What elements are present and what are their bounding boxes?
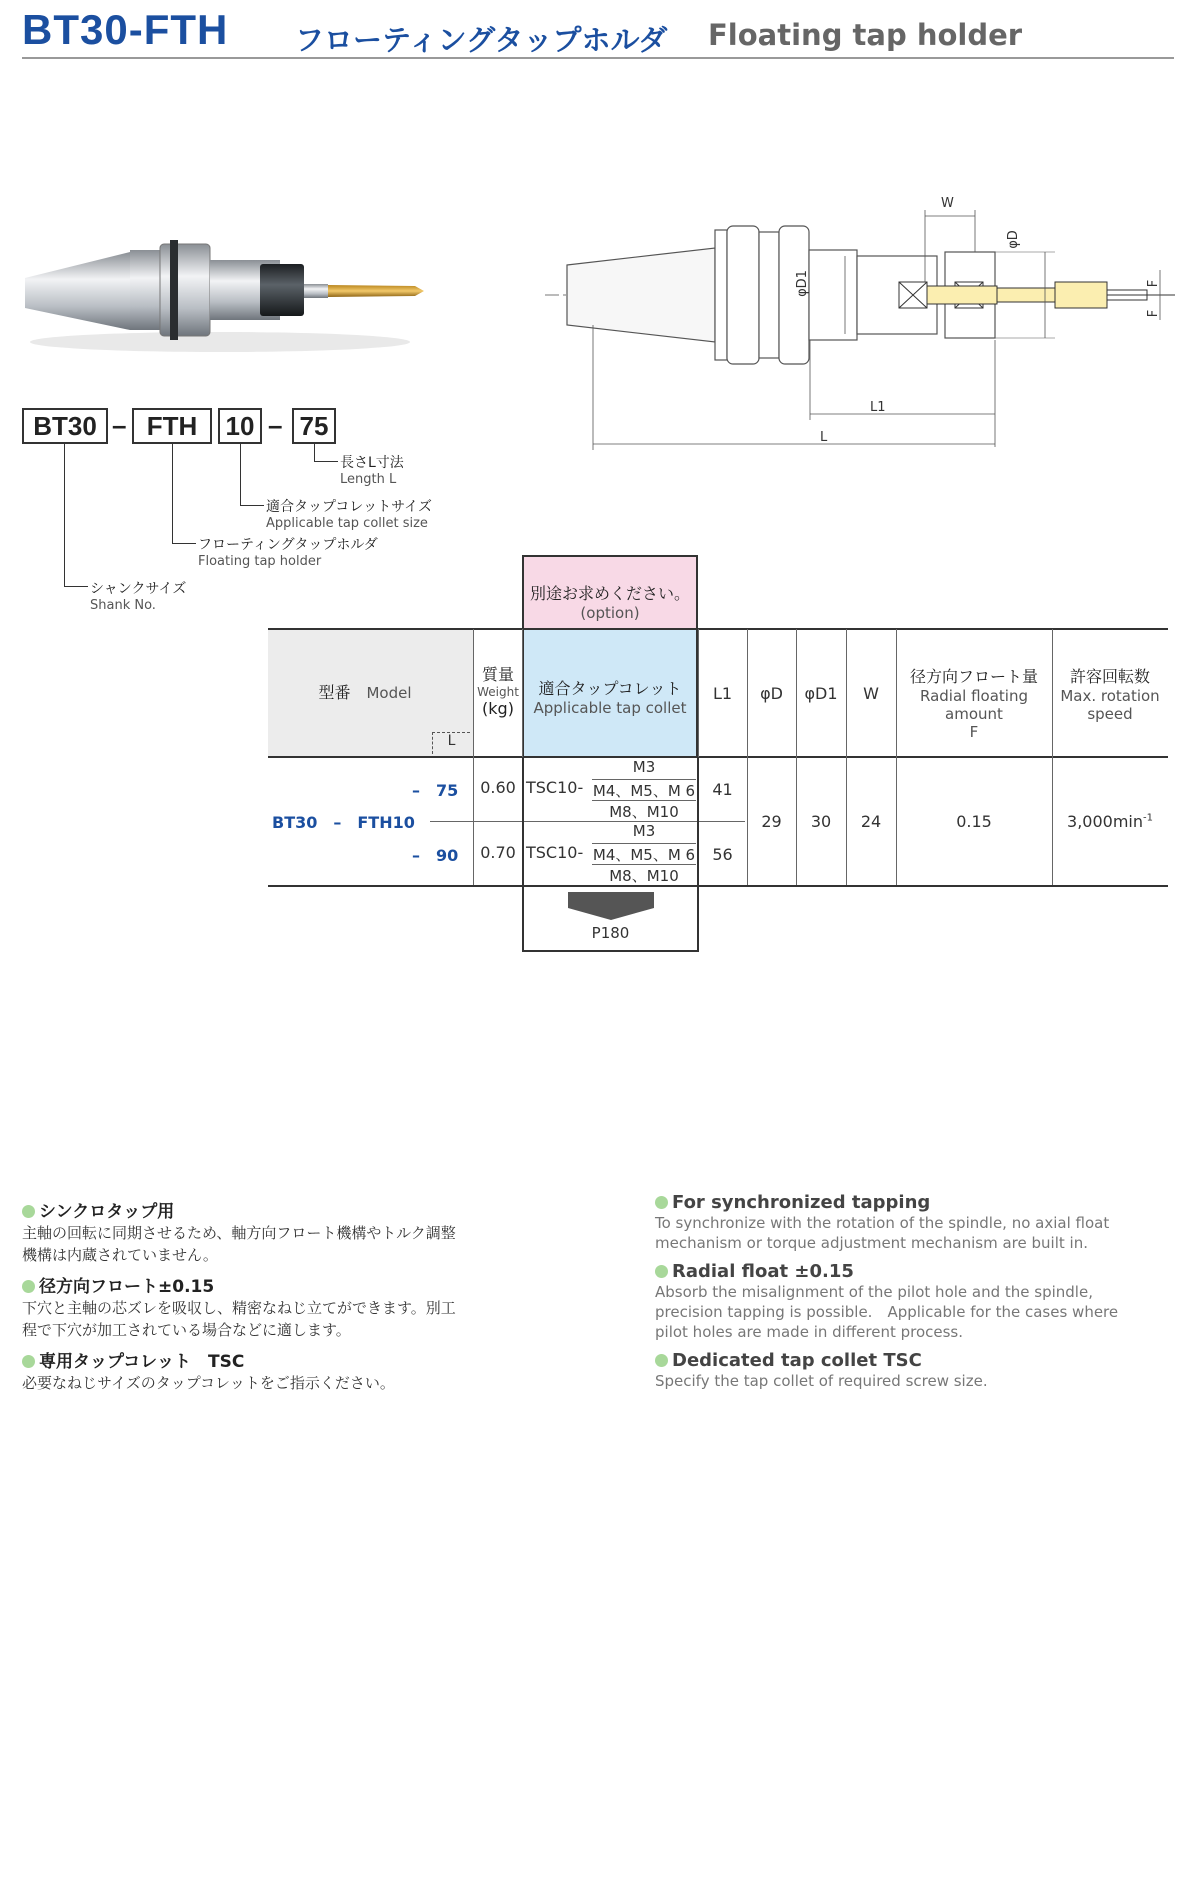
dim-f-bottom: F [1146, 309, 1162, 318]
legend-collet-size: 適合タップコレットサイズ Applicable tap collet size [266, 499, 433, 531]
row1-size-b: M4、M5、M 6 [592, 779, 696, 801]
row2-collet: TSC10- [526, 843, 584, 862]
feature-en-3-title: Dedicated tap collet TSC [655, 1350, 1175, 1371]
row2-size-a: M3 [632, 822, 656, 840]
shared-w: 24 [860, 812, 882, 831]
dim-phi-d1: φD1 [794, 270, 810, 297]
dim-l: L [820, 430, 828, 445]
shared-d1: 30 [810, 812, 832, 831]
row2-weight: 0.70 [480, 843, 516, 862]
feature-jp-1-title: シンクロタップ用 [22, 1197, 562, 1222]
code-part-type: FTH [132, 408, 212, 444]
code-part-size: 10 [218, 408, 262, 444]
legend-shank: シャンクサイズ Shank No. [90, 581, 187, 613]
row2-size-b: M4、M5、M 6 [592, 843, 696, 865]
header-collet: 適合タップコレット Applicable tap collet [533, 679, 687, 717]
row1-size-c: M8、M10 [592, 800, 696, 822]
title-english: Floating tap holder [708, 18, 1023, 52]
technical-drawing [545, 190, 1185, 480]
code-part-shank: BT30 [22, 408, 108, 444]
header-speed: 許容回転数 Max. rotation speed [1060, 667, 1160, 723]
header-w: W [863, 684, 879, 703]
bullet-icon [22, 1205, 35, 1218]
page-title: BT30-FTH [22, 6, 229, 53]
features-japanese: シンクロタップ用 主軸の回転に同期させるため、軸方向フロート機構やトルク調整 機構は内蔵されていません。 径方向フロート±0.15 下穴と主軸の芯ズレを吸収し、精密なねじ立てができます。別工 程で下穴が加工されている場合などに適します。 専用タップコレット TSC 必要なねじサイズのタップコレットをご指示ください。 [22, 1197, 562, 1394]
header-weight: 質量 Weight (kg) [477, 665, 519, 718]
row2-l1: 56 [712, 845, 733, 864]
arrow-down-icon [524, 890, 697, 924]
header-d1: φD1 [804, 684, 838, 703]
shared-float: 0.15 [956, 812, 992, 831]
dim-l1: L1 [870, 400, 886, 415]
bullet-icon [655, 1265, 668, 1278]
row1-l: – 75 [412, 781, 459, 800]
shared-d: 29 [761, 812, 782, 831]
model-prefix: BT30 – FTH10 [272, 813, 415, 832]
page-ref-label: P180 [591, 924, 630, 942]
option-box: 別途お求めください。 (option) [522, 555, 698, 629]
code-dash: – [112, 410, 127, 440]
page-ref-box[interactable] [522, 886, 699, 952]
shared-speed: $3,000\min^{-1}$ [1067, 812, 1153, 831]
bullet-icon [655, 1196, 668, 1209]
header-float: 径方向フロート量 Radial floating amount F [909, 667, 1038, 741]
header-l1: L1 [712, 684, 733, 703]
header-model: 型番 Model [318, 683, 412, 702]
code-part-length: 75 [292, 408, 336, 444]
row1-collet: TSC10- [526, 778, 584, 797]
row2-size-c: M8、M10 [592, 864, 696, 886]
title-divider [22, 57, 1174, 59]
title-japanese: フローティングタップホルダ [295, 23, 668, 57]
code-dash: – [268, 410, 283, 440]
dim-w: W [941, 196, 954, 211]
row2-l: – 90 [412, 846, 459, 865]
legend-length: 長さL寸法 Length L [340, 455, 404, 487]
product-photo [20, 230, 460, 360]
bullet-icon [22, 1355, 35, 1368]
feature-jp-2-title: 径方向フロート±0.15 [22, 1272, 562, 1297]
row1-l1: 41 [712, 780, 733, 799]
row1-weight: 0.60 [480, 778, 516, 797]
dim-phi-d: φD [1005, 230, 1021, 249]
feature-en-2-title: Radial float ±0.15 [655, 1261, 1175, 1282]
header-model-l: L [432, 732, 470, 754]
header-d: φD [760, 684, 783, 703]
row1-size-a: M3 [632, 758, 656, 776]
features-english: For synchronized tapping To synchronize with the rotation of the spindle, no axial float mechanism or torque adjustment mechanism are built in. Radial float ±0.15 Absorb the misalignment of the pilot hole and the spindle, precision tapping is possible. Applicable for the cases where pilot holes are made in different process. Dedicated tap collet TSC Specify the tap collet of required screw size. [655, 1192, 1175, 1391]
legend-holder: フローティングタップホルダ Floating tap holder [198, 537, 378, 569]
feature-en-1-title: For synchronized tapping [655, 1192, 1175, 1213]
feature-jp-3-title: 専用タップコレット TSC [22, 1347, 562, 1372]
bullet-icon [22, 1280, 35, 1293]
dim-f-top: F [1146, 279, 1162, 288]
bullet-icon [655, 1354, 668, 1367]
